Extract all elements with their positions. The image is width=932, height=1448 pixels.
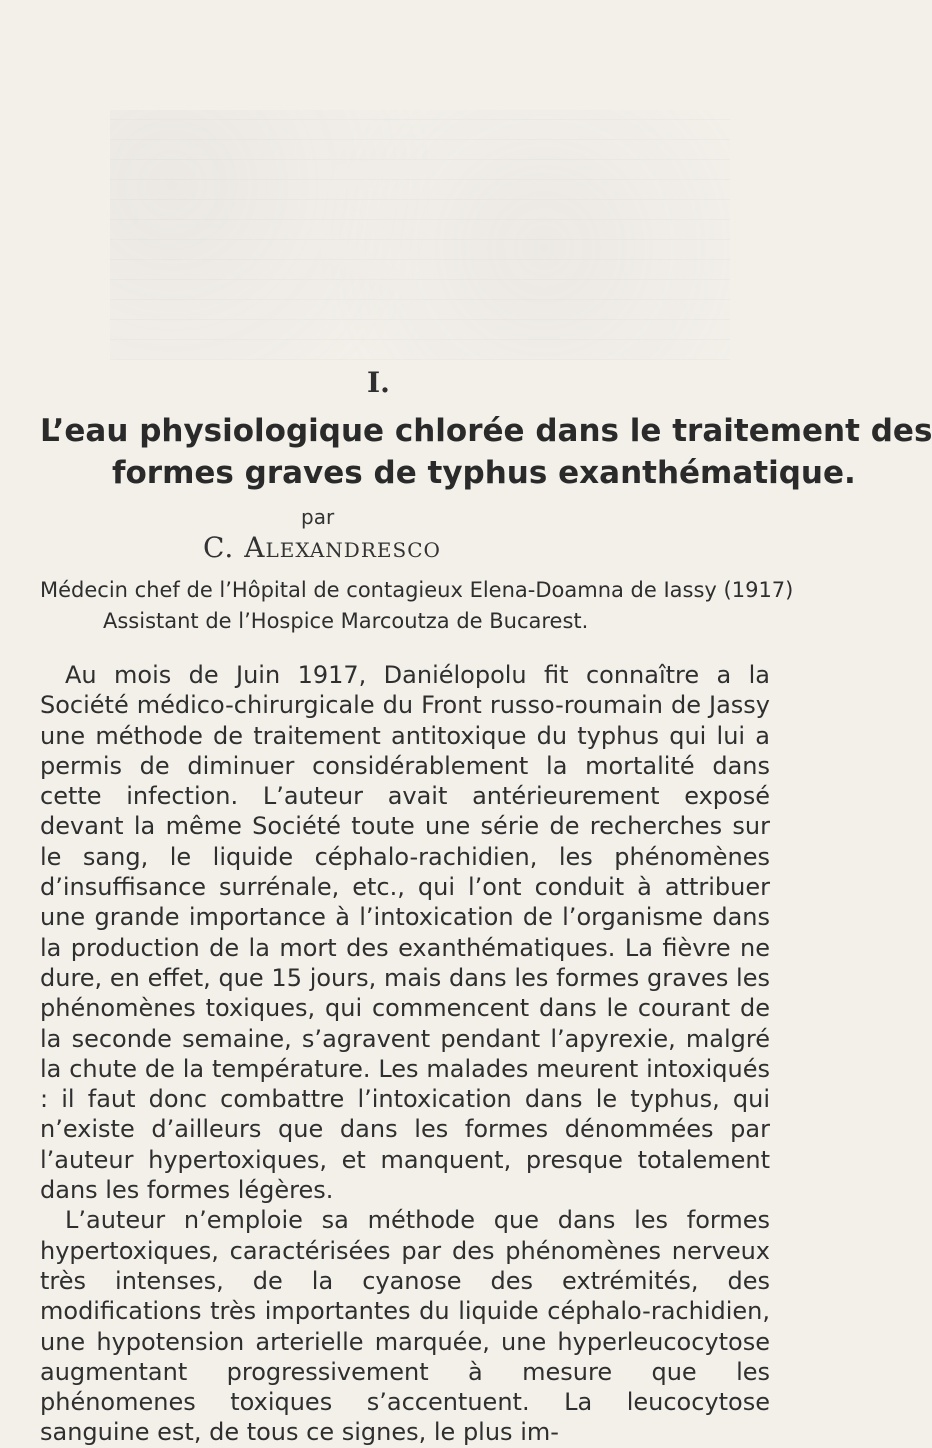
affiliation-line-1: Médecin chef de l’Hôpital de contagieux Elena-Doamna de Iassy (1917): [40, 578, 794, 602]
article-title: [40, 410, 932, 494]
section-number: I.: [367, 366, 390, 399]
by-label: par: [301, 505, 335, 529]
bleed-through-background: [110, 110, 730, 360]
paragraph-1: Au mois de Juin 1917, Daniélopolu fit connaître a la Société médico-chirurgicale du Front russo-roumain de Jassy une méthode de traitement antitoxique du typhus qui lui a permis de diminuer considérablement la mortalité dans cette infection. L’auteur avait antérieurement exposé devant la même Société toute une série de recherches sur le sang, le liquide céphalo-rachidien, les phénomènes d’insuffisance surrénale, etc., qui l’ont conduit à attribuer une grande importance à l’intoxication de l’organisme dans la production de la mort des exanthématiques. La fièvre ne dure, en effet, que 15 jours, mais dans les formes graves les phénomènes toxiques, qui commencent dans le courant de la seconde semaine, s’agravent pendant l’apyrexie, malgré la chute de la température. Les malades meurent intoxiqués : il faut donc combattre l’intoxication dans le typhus, qui n’existe d’ailleurs que dans les formes dénommées par l’auteur hypertoxiques, et manquent, presque totalement dans les formes légères.: [40, 661, 770, 1205]
author-affiliation: [40, 575, 794, 637]
article-body: [40, 660, 770, 1448]
affiliation-line-2: Assistant de l’Hospice Marcoutza de Bucarest.: [103, 609, 589, 633]
author-name: C. Alexandresco: [203, 531, 441, 564]
title-line-1: L’eau physiologique chlorée dans le traitement des: [40, 413, 932, 449]
paragraph-2: L’auteur n’emploie sa méthode que dans les formes hypertoxiques, caractérisées par des phénomènes nerveux très intenses, de la cyanose des extrémités, des modifications très importantes du liquide céphalo-rachidien, une hypotension arterielle marquée, une hyperleucocytose augmentant progressivement à mesure que les phénomenes toxiques s’accentuent. La leucocytose sanguine est, de tous ce signes, le plus im-: [40, 1206, 770, 1447]
title-line-2: formes graves de typhus exanthématique.: [112, 455, 856, 491]
